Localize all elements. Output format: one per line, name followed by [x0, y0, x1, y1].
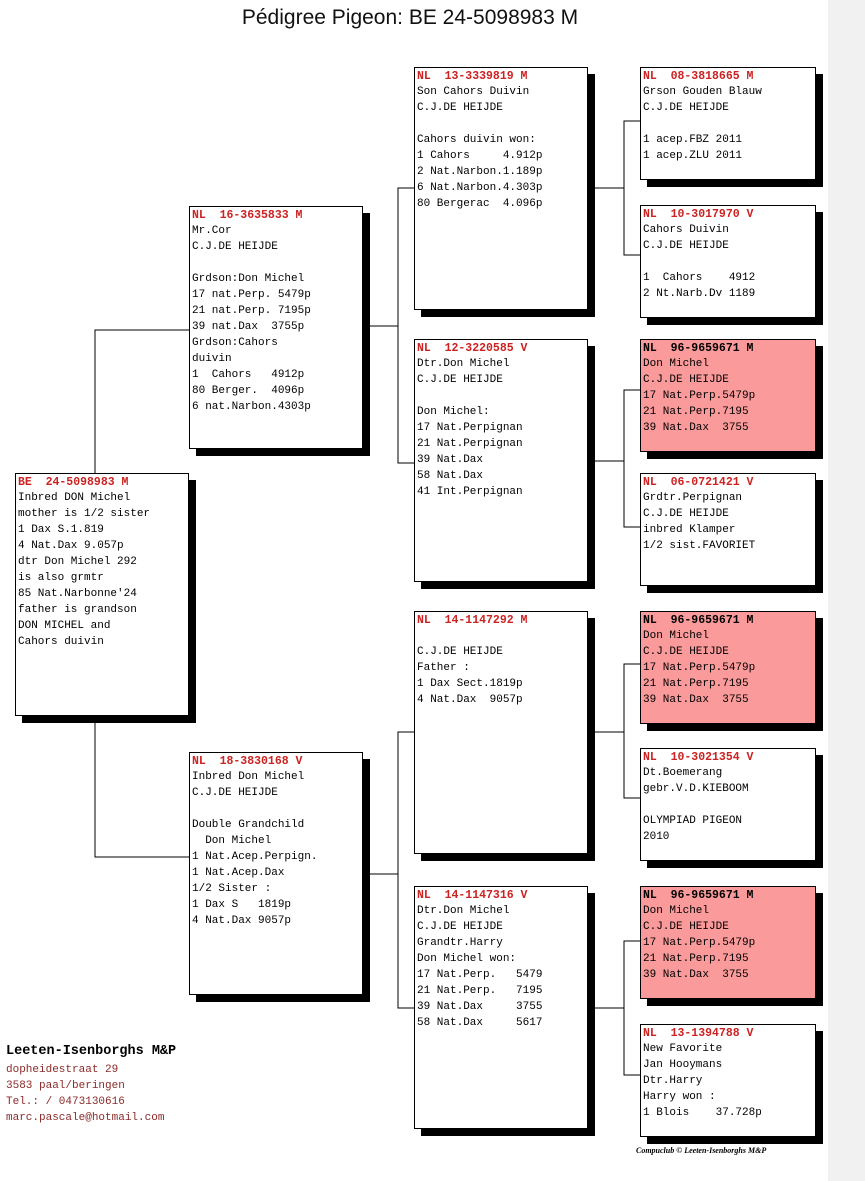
pigeon-info-line: 1 Cahors 4912p: [192, 369, 305, 381]
pigeon-info-line: mother is 1/2 sister: [18, 508, 151, 520]
owner-city: 3583 paal/beringen: [6, 1080, 125, 1092]
pigeon-info-line: Father :: [417, 662, 470, 674]
pigeon-info-line: 39 Nat.Dax 3755: [643, 694, 749, 706]
pigeon-info-line: Don Michel: [643, 358, 710, 370]
pigeon-info-line: 21 Nat.Perpignan: [417, 438, 523, 450]
pigeon-info-line: [643, 254, 813, 270]
connector-gen2-top: [362, 188, 414, 463]
pigeon-info-line: Dtr.Don Michel: [417, 358, 510, 370]
connector-gen3-2: [588, 390, 640, 527]
pigeon-box-ggp-4: [640, 473, 816, 586]
connector-gen3-3: [588, 664, 640, 798]
pigeon-info-line: 6 Nat.Narbon.4.303p: [417, 182, 543, 194]
pigeon-box-ggp-7: [640, 886, 816, 999]
pigeon-info-line: 1 Cahors 4912: [643, 272, 756, 284]
pigeon-info-line: Don Michel:: [417, 406, 490, 418]
pigeon-info-line: C.J.DE HEIJDE: [417, 102, 503, 114]
pigeon-box-ggp-2: [640, 205, 816, 318]
pigeon-info-line: [643, 797, 813, 813]
pigeon-info-line: is also grmtr: [18, 572, 104, 584]
pigeon-info-line: 6 nat.Narbon.4303p: [192, 401, 311, 413]
pigeon-info-line: DON MICHEL and: [18, 620, 111, 632]
pigeon-info-line: 4 Nat.Dax 9057p: [192, 915, 292, 927]
pigeon-info-line: Harry won :: [643, 1091, 716, 1103]
pigeon-box-ggp-3: [640, 339, 816, 452]
pigeon-box-mother: [189, 752, 363, 995]
pigeon-info-line: C.J.DE HEIJDE: [643, 508, 729, 520]
pigeon-info-line: 85 Nat.Narbonne'24: [18, 588, 137, 600]
ring-number: NL 96-9659671 M: [643, 614, 754, 627]
pigeon-info-line: 21 Nat.Perp.7195: [643, 953, 749, 965]
pigeon-box-ggp-8: [640, 1024, 816, 1137]
pigeon-info-line: 1 Dax S 1819p: [192, 899, 292, 911]
pigeon-info-line: dtr Don Michel 292: [18, 556, 137, 568]
pigeon-info-line: inbred Klamper: [643, 524, 736, 536]
pigeon-info-line: 1 acep.FBZ 2011: [643, 134, 743, 146]
ring-number: NL 12-3220585 V: [417, 342, 528, 355]
ring-number: NL 13-3339819 M: [417, 70, 528, 83]
pigeon-info-line: 21 nat.Perp. 7195p: [192, 305, 311, 317]
pigeon-info-line: 4 Nat.Dax 9.057p: [18, 540, 124, 552]
owner-info: [6, 1042, 176, 1126]
pigeon-info-line: [192, 801, 360, 817]
pigeon-box-ggp-6: [640, 748, 816, 861]
pigeon-box-paternal-grandfather: [414, 67, 588, 310]
pigeon-info-line: 1 Nat.Acep.Perpign.: [192, 851, 318, 863]
pigeon-info-line: OLYMPIAD PIGEON: [643, 815, 743, 827]
pigeon-info-line: 2010: [643, 831, 670, 843]
pigeon-info-line: C.J.DE HEIJDE: [417, 921, 503, 933]
pigeon-info-line: 21 Nat.Perp. 7195: [417, 985, 543, 997]
owner-phone: Tel.: / 0473130616: [6, 1096, 125, 1108]
pigeon-info-line: Cahors Duivin: [643, 224, 729, 236]
pigeon-info-line: 2 Nt.Narb.Dv 1189: [643, 288, 756, 300]
pigeon-info-line: C.J.DE HEIJDE: [643, 240, 729, 252]
ring-number: NL 08-3818665 M: [643, 70, 754, 83]
ring-number: NL 14-1147292 M: [417, 614, 528, 627]
pigeon-info-line: [417, 116, 585, 132]
pigeon-info-line: Cahors duivin won:: [417, 134, 536, 146]
pigeon-info-line: 17 Nat.Perp.5479p: [643, 662, 756, 674]
pigeon-box-maternal-grandfather: [414, 611, 588, 854]
pigeon-info-line: Dtr.Harry: [643, 1075, 703, 1087]
connector-gen3-1: [588, 121, 640, 255]
pigeon-info-line: Don Michel: [643, 905, 710, 917]
pigeon-info-line: 39 Nat.Dax 3755: [417, 1001, 543, 1013]
connector-gen2-bottom: [362, 732, 414, 1008]
pigeon-info-line: 1/2 sist.FAVORIET: [643, 540, 756, 552]
pigeon-info-line: Don Michel won:: [417, 953, 517, 965]
ring-number: NL 18-3830168 V: [192, 755, 303, 768]
pigeon-info-line: 1 acep.ZLU 2011: [643, 150, 743, 162]
pigeon-info-line: 1 Nat.Acep.Dax: [192, 867, 285, 879]
pigeon-info-line: duivin: [192, 353, 232, 365]
ring-number: BE 24-5098983 M: [18, 476, 129, 489]
pigeon-info-line: 17 Nat.Perp.5479p: [643, 390, 756, 402]
pigeon-info-line: 17 Nat.Perp. 5479: [417, 969, 543, 981]
pigeon-info-line: C.J.DE HEIJDE: [643, 646, 729, 658]
pigeon-info-line: 1 Cahors 4.912p: [417, 150, 543, 162]
pigeon-info-line: 41 Int.Perpignan: [417, 486, 523, 498]
pigeon-info-line: C.J.DE HEIJDE: [643, 102, 729, 114]
pigeon-info-line: father is grandson: [18, 604, 137, 616]
pigeon-info-line: 1 Blois 37.728p: [643, 1107, 762, 1119]
ring-number: NL 10-3017970 V: [643, 208, 754, 221]
owner-email: marc.pascale@hotmail.com: [6, 1112, 165, 1124]
pigeon-info-line: 1 Dax Sect.1819p: [417, 678, 523, 690]
pigeon-box-father: [189, 206, 363, 449]
pigeon-info-line: Grdson:Don Michel: [192, 273, 305, 285]
ring-number: NL 13-1394788 V: [643, 1027, 754, 1040]
pigeon-info-line: Grdtr.Perpignan: [643, 492, 743, 504]
ring-number: NL 96-9659671 M: [643, 342, 754, 355]
pigeon-info-line: gebr.V.D.KIEBOOM: [643, 783, 749, 795]
pigeon-info-line: 21 Nat.Perp.7195: [643, 678, 749, 690]
pigeon-info-line: 4 Nat.Dax 9057p: [417, 694, 523, 706]
pigeon-info-line: Jan Hooymans: [643, 1059, 723, 1071]
pigeon-info-line: 39 nat.Dax 3755p: [192, 321, 305, 333]
pigeon-info-line: [643, 116, 813, 132]
pigeon-info-line: Inbred DON Michel: [18, 492, 131, 504]
pigeon-info-line: C.J.DE HEIJDE: [643, 921, 729, 933]
page-title: Pédigree Pigeon: BE 24-5098983 M: [241, 6, 579, 29]
ring-number: NL 06-0721421 V: [643, 476, 754, 489]
pigeon-box-ggp-1: [640, 67, 816, 180]
pigeon-info-line: 17 Nat.Perp.5479p: [643, 937, 756, 949]
pigeon-info-line: 17 Nat.Perpignan: [417, 422, 523, 434]
pigeon-info-line: 39 Nat.Dax 3755: [643, 422, 749, 434]
ring-number: NL 16-3635833 M: [192, 209, 303, 222]
pigeon-info-line: Dt.Boemerang: [643, 767, 723, 779]
pigeon-info-line: 39 Nat.Dax 3755: [643, 969, 749, 981]
pigeon-info-line: 80 Bergerac 4.096p: [417, 198, 543, 210]
pigeon-info-line: 39 Nat.Dax: [417, 454, 484, 466]
pigeon-box-maternal-grandmother: [414, 886, 588, 1129]
pigeon-info-line: C.J.DE HEIJDE: [643, 374, 729, 386]
ring-number: NL 14-1147316 V: [417, 889, 528, 902]
pigeon-box-subject: [15, 473, 189, 716]
footer-credit: Compuclub © Leeten-Isenborghs M&P: [636, 1146, 767, 1155]
pigeon-info-line: Cahors duivin: [18, 636, 104, 648]
connector-gen3-4: [588, 941, 640, 1075]
pigeon-info-line: [192, 255, 360, 271]
pigeon-info-line: 1/2 Sister :: [192, 883, 272, 895]
pigeon-info-line: Mr.Cor: [192, 225, 232, 237]
page-background-margin: [828, 0, 865, 1181]
pigeon-info-line: Inbred Don Michel: [192, 771, 305, 783]
pigeon-info-line: Grdson:Cahors: [192, 337, 278, 349]
pigeon-info-line: 17 nat.Perp. 5479p: [192, 289, 311, 301]
pigeon-info-line: C.J.DE HEIJDE: [417, 374, 503, 386]
pigeon-info-line: Son Cahors Duivin: [417, 86, 530, 98]
pigeon-box-ggp-5: [640, 611, 816, 724]
pigeon-info-line: Grandtr.Harry: [417, 937, 503, 949]
pigeon-info-line: 58 Nat.Dax 5617: [417, 1017, 543, 1029]
owner-name: Leeten-Isenborghs M&P: [6, 1044, 177, 1059]
pigeon-info-line: Don Michel: [192, 835, 272, 847]
ring-number: NL 96-9659671 M: [643, 889, 754, 902]
pigeon-info-line: C.J.DE HEIJDE: [192, 787, 278, 799]
pigeon-info-line: [417, 628, 585, 644]
pigeon-info-line: 80 Berger. 4096p: [192, 385, 305, 397]
pigeon-info-line: 21 Nat.Perp.7195: [643, 406, 749, 418]
pigeon-info-line: C.J.DE HEIJDE: [417, 646, 503, 658]
pigeon-info-line: Dtr.Don Michel: [417, 905, 510, 917]
pigeon-info-line: C.J.DE HEIJDE: [192, 241, 278, 253]
pigeon-info-line: Don Michel: [643, 630, 710, 642]
owner-address: dopheidestraat 29: [6, 1064, 119, 1076]
pigeon-box-paternal-grandmother: [414, 339, 588, 582]
pigeon-info-line: New Favorite: [643, 1043, 723, 1055]
pigeon-info-line: [417, 388, 585, 404]
ring-number: NL 10-3021354 V: [643, 751, 754, 764]
pigeon-info-line: Double Grandchild: [192, 819, 305, 831]
pigeon-info-line: 58 Nat.Dax: [417, 470, 484, 482]
pigeon-info-line: 2 Nat.Narbon.1.189p: [417, 166, 543, 178]
pigeon-info-line: Grson Gouden Blauw: [643, 86, 762, 98]
pigeon-info-line: 1 Dax S.1.819: [18, 524, 104, 536]
